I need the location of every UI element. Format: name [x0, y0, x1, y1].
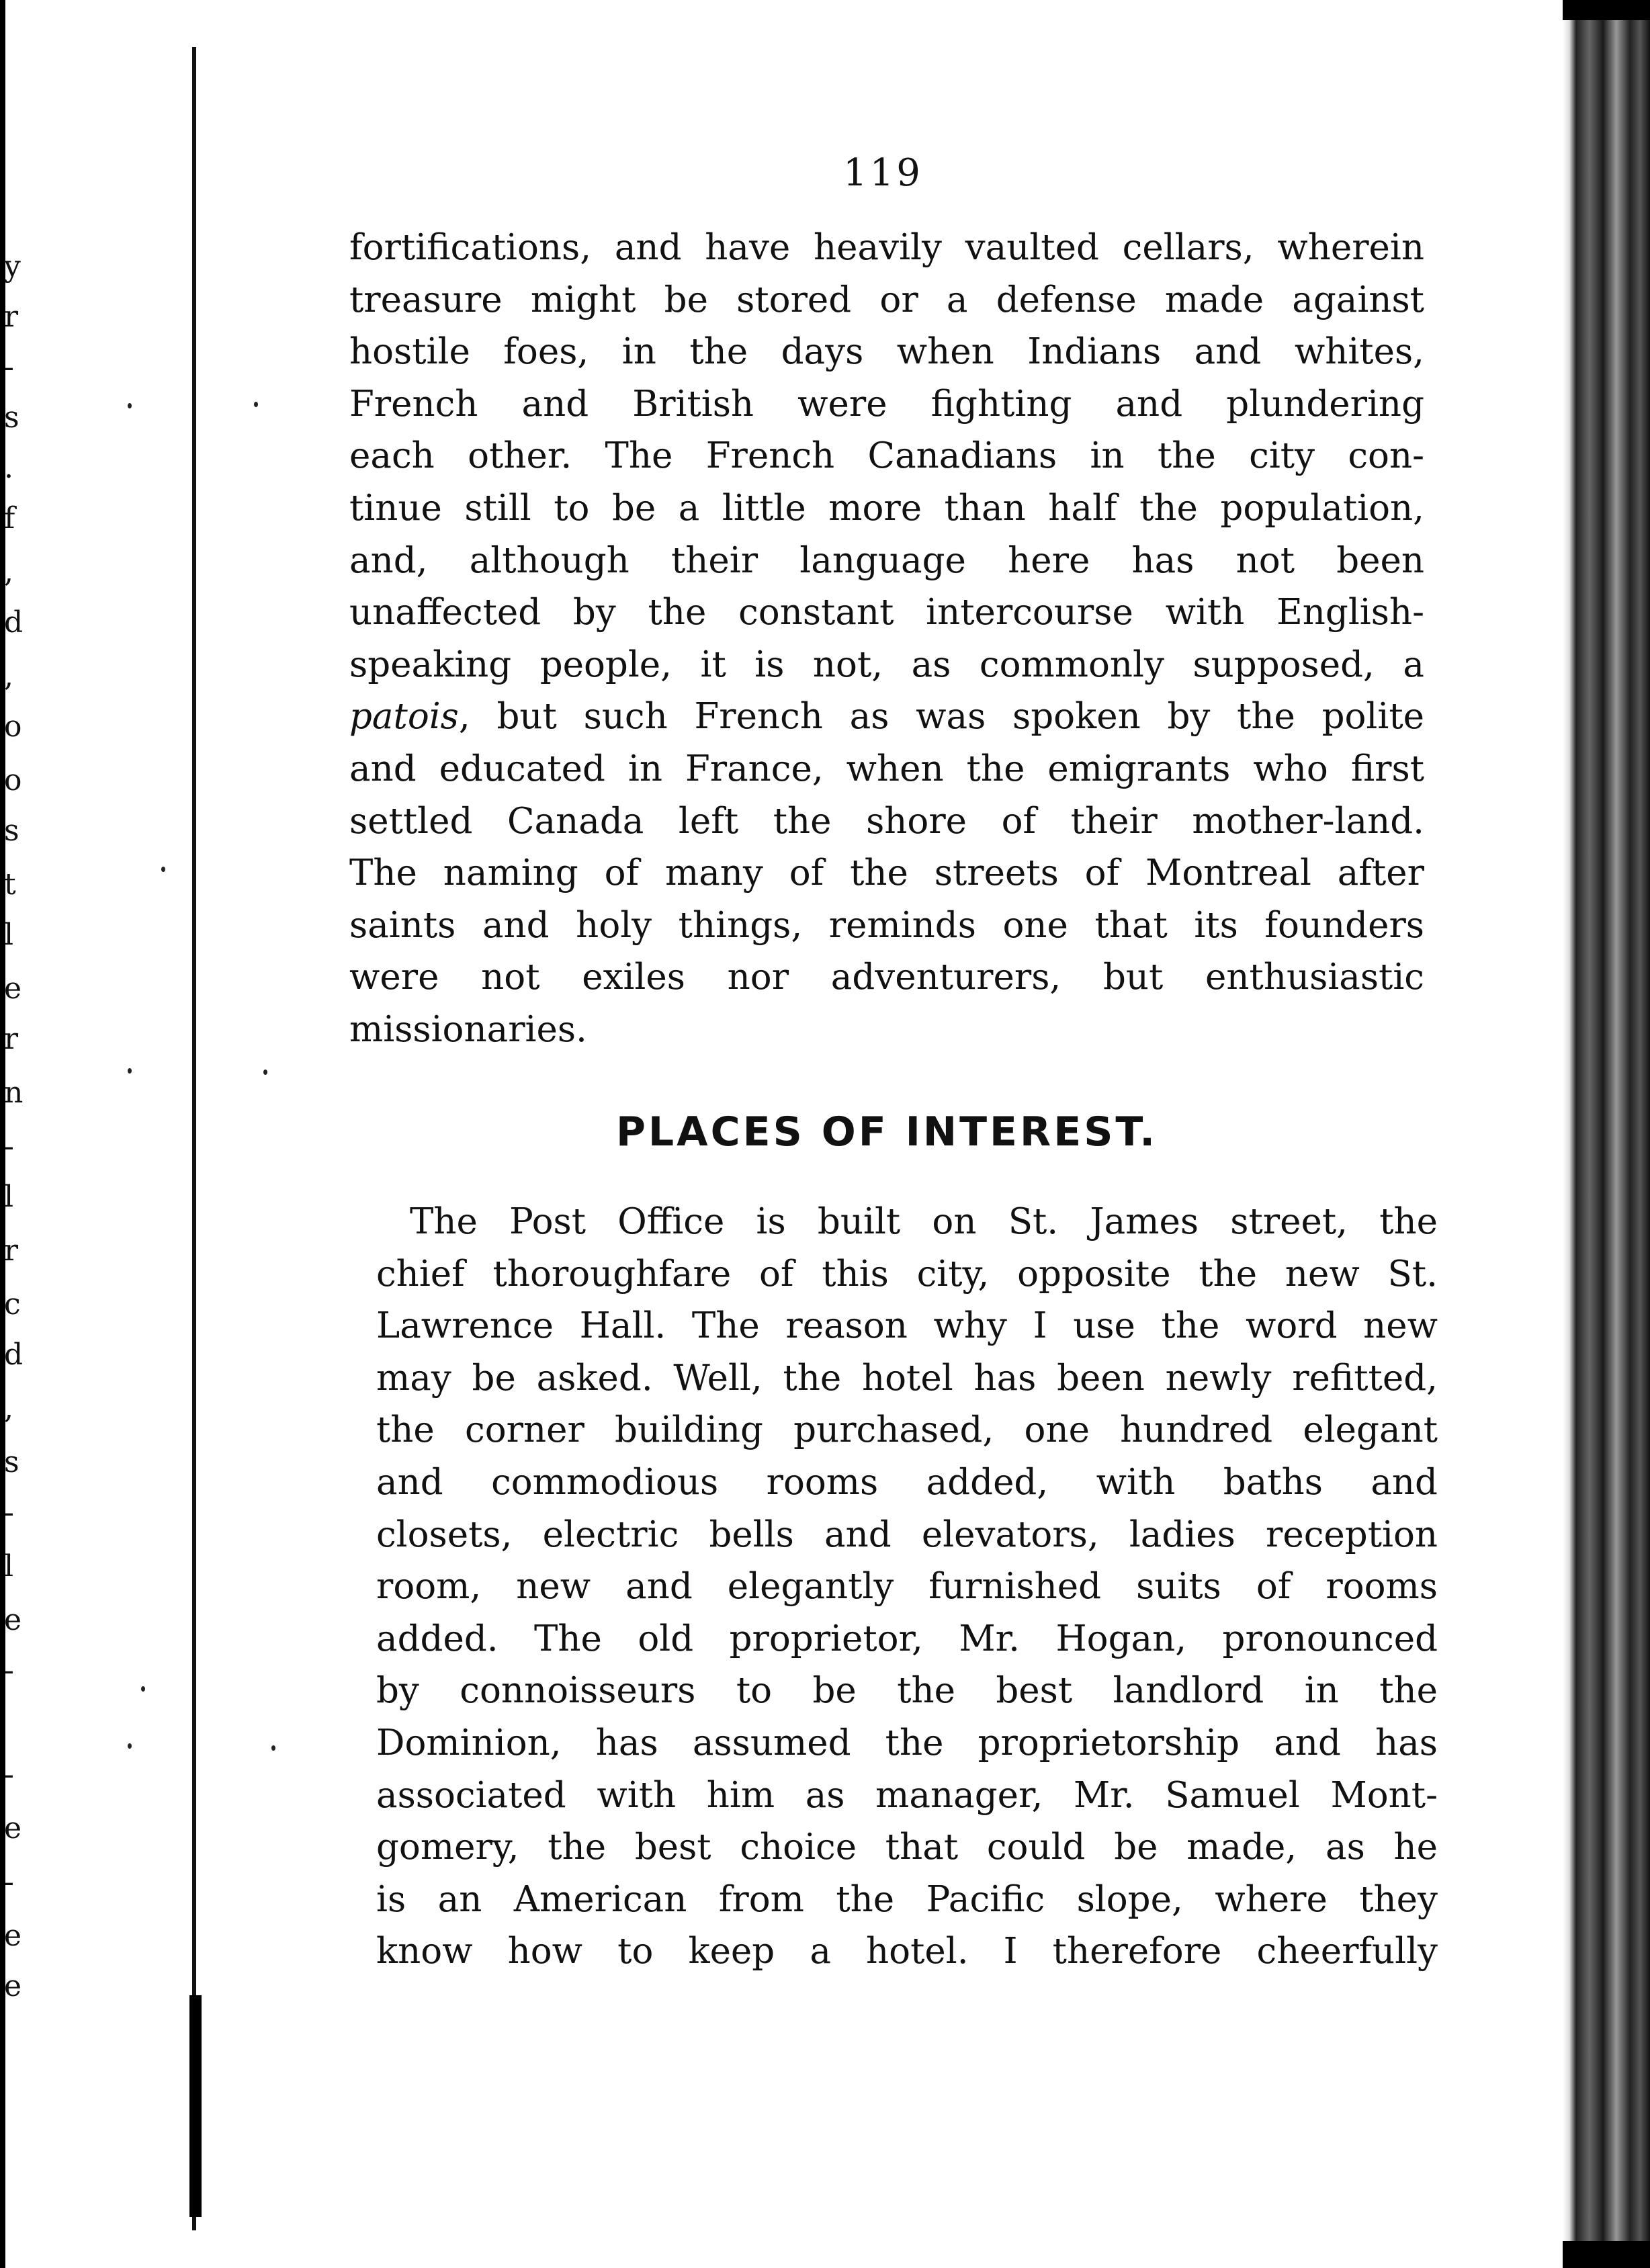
text-line: fortifications, and have heavily vaulted cellars, wherein [349, 227, 1424, 268]
text-line: is an American from the Pacific slope, where they [376, 1878, 1438, 1920]
gutter-shadow [189, 1995, 202, 2217]
text-line: saints and holy things, reminds one that its founders [349, 904, 1424, 946]
left-fragment: d [4, 605, 24, 640]
left-fragment: s [4, 814, 19, 848]
text-line: closets, electric bells and elevators, ladies reception [376, 1514, 1438, 1555]
text-line: were not exiles nor adventurers, but enthusiastic [349, 957, 1424, 998]
text-line: missionaries. [349, 1008, 587, 1050]
left-fragment: l [4, 1180, 14, 1214]
text-line: room, new and elegantly furnished suits of rooms [376, 1566, 1438, 1608]
left-fragment: - [4, 1495, 14, 1530]
italic-word: patois [349, 696, 459, 738]
scan-speck [128, 403, 132, 408]
left-fragment: c [4, 1287, 21, 1321]
left-fragment: . [4, 451, 13, 485]
left-facing-page [0, 0, 202, 2268]
left-fragment: s [4, 400, 19, 435]
gutter-line [192, 47, 196, 2230]
text-line: hostile foes, in the days when Indians and whites, [349, 331, 1424, 373]
text-line: associated with him as manager, Mr. Samuel Mont- [376, 1774, 1438, 1816]
left-fragment: , [4, 659, 13, 693]
text-line: added. The old proprietor, Mr. Hogan, pronounced [376, 1618, 1438, 1659]
text-line-rest: , but such French as was spoken by the polite [458, 696, 1424, 738]
text-line: unaffected by the constant intercourse with English- [349, 592, 1424, 634]
left-fragment: - [4, 1757, 14, 1792]
left-fragment: l [4, 1549, 14, 1583]
left-fragment: , [4, 1391, 13, 1426]
text-line [349, 691, 1424, 743]
page-stack-top [1563, 0, 1650, 20]
text-line: know how to keep a hotel. I therefore cheerfully [376, 1931, 1438, 1972]
text-line: by connoisseurs to be the best landlord in the [376, 1670, 1438, 1712]
left-fragment: e [4, 971, 22, 1006]
text-line: settled Canada left the shore of their mother-land. [349, 800, 1424, 842]
left-fragment: e [4, 1811, 22, 1845]
left-fragment: y [4, 249, 21, 284]
left-fragment: - [4, 1865, 14, 1899]
book-page-stack-edge [1563, 0, 1650, 2268]
page-stack-bottom [1563, 2241, 1650, 2268]
left-fragment: f [4, 501, 15, 535]
left-page-text-fragments [0, 0, 27, 2268]
left-fragment: r [4, 1233, 19, 1268]
paragraph-places-of-interest [376, 1196, 1438, 1978]
scan-speck [128, 1068, 132, 1074]
scan-speck [254, 402, 258, 407]
left-fragment: t [4, 867, 16, 902]
scan-speck [263, 1070, 267, 1075]
left-fragment: e [4, 1603, 22, 1637]
scan-speck [161, 867, 165, 872]
text-line: The naming of many of the streets of Montreal after [349, 853, 1424, 894]
text-line: The Post Office is built on St. James street, the [410, 1201, 1438, 1242]
paragraph-continued [349, 222, 1424, 1056]
text-line: Lawrence Hall. The reason why I use the word new [376, 1305, 1438, 1347]
text-line: tinue still to be a little more than half the population, [349, 487, 1424, 529]
left-fragment: , [4, 555, 13, 589]
text-line: and educated in France, when the emigrants who first [349, 748, 1424, 789]
left-fragment: e [4, 1919, 22, 1953]
text-line: the corner building purchased, one hundred elegant [376, 1409, 1438, 1451]
text-line: each other. The French Canadians in the city con- [349, 435, 1424, 477]
text-line: and, although their language here has not been [349, 539, 1424, 581]
left-fragment: r [4, 1022, 19, 1056]
left-fragment: n [4, 1076, 24, 1110]
text-line: may be asked. Well, the hotel has been newly refitted, [376, 1357, 1438, 1399]
text-line: French and British were fighting and plundering [349, 383, 1424, 425]
left-fragment: r [4, 300, 19, 334]
left-fragment: - [4, 1653, 14, 1688]
scan-speck [271, 1745, 275, 1751]
scan-speck [128, 1743, 132, 1749]
left-fragment: - [4, 350, 14, 384]
text-line: Dominion, has assumed the proprietorship and has [376, 1722, 1438, 1763]
page-number: 119 [843, 151, 923, 195]
text-line: chief thoroughfare of this city, opposite the new St. [376, 1253, 1438, 1295]
book-gutter [188, 47, 203, 2230]
left-fragment: - [4, 1129, 14, 1164]
text-line: gomery, the best choice that could be made, as he [376, 1827, 1438, 1868]
left-fragment: s [4, 1445, 19, 1479]
section-heading: PLACES OF INTEREST. [615, 1108, 1158, 1155]
text-line: treasure might be stored or a defense made against [349, 279, 1424, 320]
text-line: and commodious rooms added, with baths and [376, 1461, 1438, 1503]
text-line: speaking people, it is not, as commonly supposed, a [349, 644, 1424, 685]
left-fragment: e [4, 1969, 22, 2003]
left-fragment: d [4, 1338, 24, 1372]
scan-speck [141, 1686, 145, 1692]
left-fragment: o [4, 763, 22, 797]
left-fragment: l [4, 918, 14, 952]
left-fragment: o [4, 709, 22, 744]
